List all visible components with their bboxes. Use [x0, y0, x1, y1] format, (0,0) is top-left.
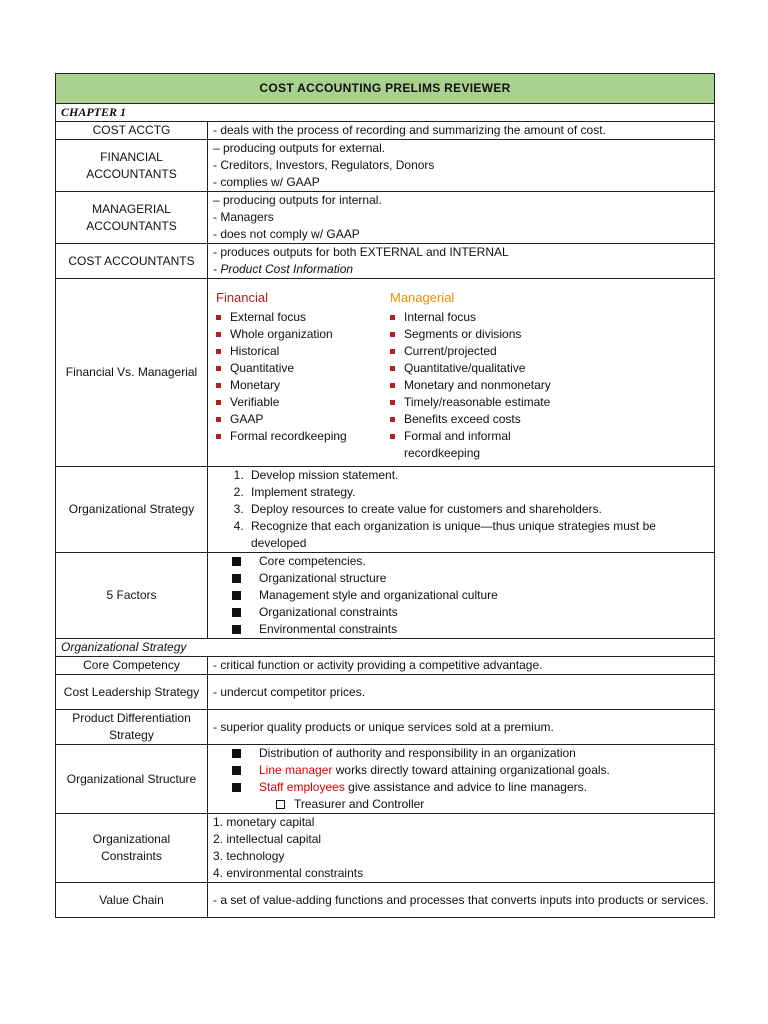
- list-item: 4. Recognize that each organization is unique—thus unique strategies must be developed: [247, 518, 709, 552]
- row-product-differentiation: [56, 710, 715, 745]
- definition-line: 3. technology: [213, 849, 285, 863]
- term-definition: - superior quality products or unique services sold at a premium.: [208, 710, 715, 745]
- term-definition: [208, 140, 715, 192]
- list-item: GAAP: [216, 411, 390, 428]
- definition-line: - deals with the process of recording and summarizing the amount of cost.: [213, 123, 606, 137]
- definition-line: - Creditors, Investors, Regulators, Donors: [213, 158, 435, 172]
- list-item: Internal focus: [390, 309, 560, 326]
- term-definition: [208, 467, 715, 553]
- list-item: Historical: [216, 343, 390, 360]
- highlighted-term: Staff employees: [259, 780, 345, 794]
- term-definition: - undercut competitor prices.: [208, 675, 715, 710]
- row-financial-vs-managerial: [56, 279, 715, 467]
- chapter-row: [56, 104, 715, 122]
- financial-column: [216, 289, 390, 462]
- financial-list: [216, 309, 390, 445]
- row-cost-acctg: [56, 122, 715, 140]
- list-item-text: works directly toward attaining organizational goals.: [332, 763, 610, 777]
- definition-line: 1. monetary capital: [213, 815, 315, 829]
- list-item: Formal and informal recordkeeping: [390, 428, 560, 462]
- list-item: [213, 779, 709, 796]
- term-label: Value Chain: [56, 883, 208, 918]
- term-label: Product Differentiation Strategy: [56, 710, 208, 745]
- comparison-cell: [208, 279, 715, 467]
- square-bullet-list: [213, 745, 709, 796]
- row-5-factors: [56, 553, 715, 639]
- numbered-list: [213, 467, 709, 552]
- reviewer-table: [55, 73, 715, 918]
- list-item: Whole organization: [216, 326, 390, 343]
- list-item: Management style and organizational culture: [213, 587, 709, 604]
- list-item: Benefits exceed costs: [390, 411, 560, 428]
- row-cost-accountants: [56, 244, 715, 279]
- list-item: Current/projected: [390, 343, 560, 360]
- term-label: MANAGERIAL ACCOUNTANTS: [56, 192, 208, 244]
- term-label: Organizational Constraints: [56, 814, 208, 883]
- list-item: Monetary and nonmonetary: [390, 377, 560, 394]
- term-label: COST ACCTG: [56, 122, 208, 140]
- definition-line: 2. intellectual capital: [213, 832, 322, 846]
- term-definition: [208, 745, 715, 814]
- row-cost-leadership: [56, 675, 715, 710]
- list-item: Organizational structure: [213, 570, 709, 587]
- term-label: 5 Factors: [56, 553, 208, 639]
- title-row: [56, 74, 715, 104]
- square-bullet-list: [213, 553, 709, 638]
- row-core-competency: [56, 657, 715, 675]
- list-item: [213, 762, 709, 779]
- list-item: Organizational constraints: [213, 604, 709, 621]
- definition-line: – producing outputs for external.: [213, 141, 386, 155]
- list-item-text: give assistance and advice to line managers.: [344, 780, 587, 794]
- term-definition: - a set of value-adding functions and processes that converts inputs into products or services.: [208, 883, 715, 918]
- list-item: Core competencies.: [213, 553, 709, 570]
- list-item: External focus: [216, 309, 390, 326]
- managerial-column: [390, 289, 560, 462]
- term-label: Organizational Structure: [56, 745, 208, 814]
- row-financial-accountants: [56, 140, 715, 192]
- term-label: FINANCIAL ACCOUNTANTS: [56, 140, 208, 192]
- definition-line: 4. environmental constraints: [213, 866, 364, 880]
- list-item: Environmental constraints: [213, 621, 709, 638]
- sub-list: [213, 796, 709, 813]
- term-label: Organizational Strategy: [56, 467, 208, 553]
- list-item: Formal recordkeeping: [216, 428, 390, 445]
- row-value-chain: [56, 883, 715, 918]
- list-item: Monetary: [216, 377, 390, 394]
- list-item: 3. Deploy resources to create value for customers and shareholders.: [247, 501, 709, 518]
- definition-line: – producing outputs for internal.: [213, 193, 382, 207]
- term-definition: [208, 814, 715, 883]
- term-definition: - critical function or activity providing a competitive advantage.: [208, 657, 715, 675]
- managerial-heading: Managerial: [390, 290, 455, 305]
- definition-line: - complies w/ GAAP: [213, 175, 320, 189]
- term-label: Core Competency: [56, 657, 208, 675]
- row-organizational-structure: [56, 745, 715, 814]
- definition-line: - produces outputs for both EXTERNAL and INTERNAL: [213, 245, 509, 259]
- term-definition: [208, 244, 715, 279]
- term-label: Financial Vs. Managerial: [56, 279, 208, 467]
- definition-line: - does not comply w/ GAAP: [213, 227, 360, 241]
- list-item: Quantitative: [216, 360, 390, 377]
- section-heading: Organizational Strategy: [56, 639, 715, 657]
- financial-heading: Financial: [216, 290, 269, 305]
- row-organizational-constraints: [56, 814, 715, 883]
- list-item: Verifiable: [216, 394, 390, 411]
- term-label: Cost Leadership Strategy: [56, 675, 208, 710]
- managerial-list: [390, 309, 560, 462]
- list-item: Timely/reasonable estimate: [390, 394, 560, 411]
- chapter-heading: CHAPTER 1: [56, 104, 715, 122]
- list-item: 2. Implement strategy.: [247, 484, 709, 501]
- term-definition: [208, 192, 715, 244]
- highlighted-term: Line manager: [259, 763, 333, 777]
- list-item: 1. Develop mission statement.: [247, 467, 709, 484]
- comparison-columns: [208, 279, 714, 466]
- definition-line-italic: - Product Cost Information: [213, 262, 354, 276]
- definition-line: - Managers: [213, 210, 274, 224]
- term-label: COST ACCOUNTANTS: [56, 244, 208, 279]
- list-item: Segments or divisions: [390, 326, 560, 343]
- term-definition: [208, 122, 715, 140]
- sub-list-item: Treasurer and Controller: [213, 796, 709, 813]
- list-item: Distribution of authority and responsibility in an organization: [213, 745, 709, 762]
- document-title: COST ACCOUNTING PRELIMS REVIEWER: [56, 74, 715, 104]
- section-row: [56, 639, 715, 657]
- term-definition: [208, 553, 715, 639]
- row-organizational-strategy: [56, 467, 715, 553]
- row-managerial-accountants: [56, 192, 715, 244]
- list-item: Quantitative/qualitative: [390, 360, 560, 377]
